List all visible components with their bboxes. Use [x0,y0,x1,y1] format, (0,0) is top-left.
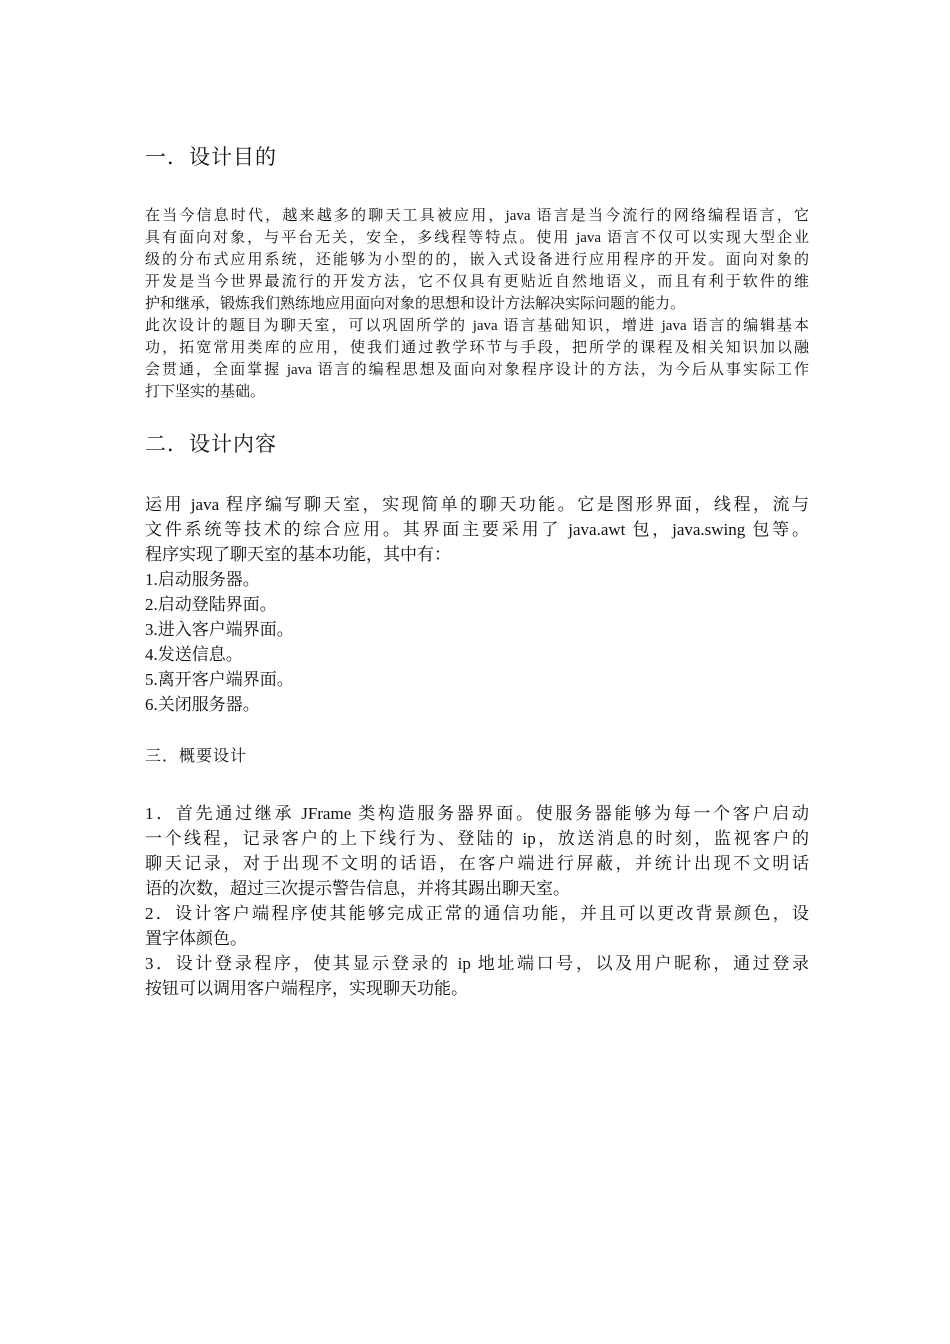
text-line: 具有面向对象，与平台无关，安全，多线程等特点。使用 java 语言不仅可以实现大型企业 [145,230,809,246]
text-line: 聊天记录，对于出现不文明的话语，在客户端进行屏蔽，并统计出现不文明话 [145,854,809,873]
text-line: 级的分布式应用系统，还能够为小型的的，嵌入式设备进行应用程序的开发。面向对象的 [145,252,809,268]
list-item: 1.启动服务器。 [145,570,260,589]
text-line: 一个线程，记录客户的上下线行为、登陆的 ip，放送消息的时刻，监视客户的 [145,829,809,848]
text-line: 文件系统等技术的综合应用。其界面主要采用了 java.awt 包，java.swing 包等。 [145,520,809,539]
text-line: 护和继承，锻炼我们熟练地应用面向对象的思想和设计方法解决实际问题的能力。 [145,296,686,312]
text-line: 会贯通，全面掌握 java 语言的编程思想及面向对象程序设计的方法，为今后从事实际工作 [145,362,809,378]
text-line: 运用 java 程序编写聊天室，实现简单的聊天功能。它是图形界面，线程，流与 [145,495,809,514]
text-line: 1．首先通过继承 JFrame 类构造服务器界面。使服务器能够为每一个客户启动 [145,804,809,823]
text-line: 程序实现了聊天室的基本功能，其中有： [145,545,451,564]
list-item: 5.离开客户端界面。 [145,670,294,689]
text-line: 在当今信息时代，越来越多的聊天工具被应用，java 语言是当今流行的网络编程语言，它 [145,208,809,224]
text-line: 置字体颜色。 [145,929,247,948]
paragraph-content [145,492,809,717]
list-item: 6.关闭服务器。 [145,695,260,714]
heading-design-purpose: 一．设计目的 [145,145,277,169]
text-line: 开发是当今世界最流行的开发方法，它不仅具有更贴近自然地语义，而且有利于软件的维 [145,274,809,290]
section-design-purpose [145,143,809,171]
list-item: 2.启动登陆界面。 [145,595,277,614]
text-line: 打下坚实的基础。 [145,384,266,400]
list-item: 4.发送信息。 [145,645,243,664]
text-line: 2．设计客户端程序使其能够完成正常的通信功能，并且可以更改背景颜色，设 [145,904,809,923]
heading-design-content: 二．设计内容 [145,432,277,456]
section-overview-design [145,746,809,768]
text-line: 功，拓宽常用类库的应用，使我们通过教学环节与手段，把所学的课程及相关知识加以融 [145,340,809,356]
section-design-content [145,430,809,458]
list-item: 3.进入客户端界面。 [145,620,294,639]
paragraph-purpose-1 [145,205,809,403]
text-line: 此次设计的题目为聊天室，可以巩固所学的 java 语言基础知识，增进 java 语言的编辑基本 [145,318,809,334]
heading-overview-design: 三．概要设计 [145,748,248,765]
text-line: 语的次数，超过三次提示警告信息，并将其踢出聊天室。 [145,879,570,898]
text-line: 按钮可以调用客户端程序，实现聊天功能。 [145,979,468,998]
text-line: 3．设计登录程序，使其显示登录的 ip 地址端口号，以及用户昵称，通过登录 [145,954,809,973]
paragraph-overview [145,801,809,1001]
